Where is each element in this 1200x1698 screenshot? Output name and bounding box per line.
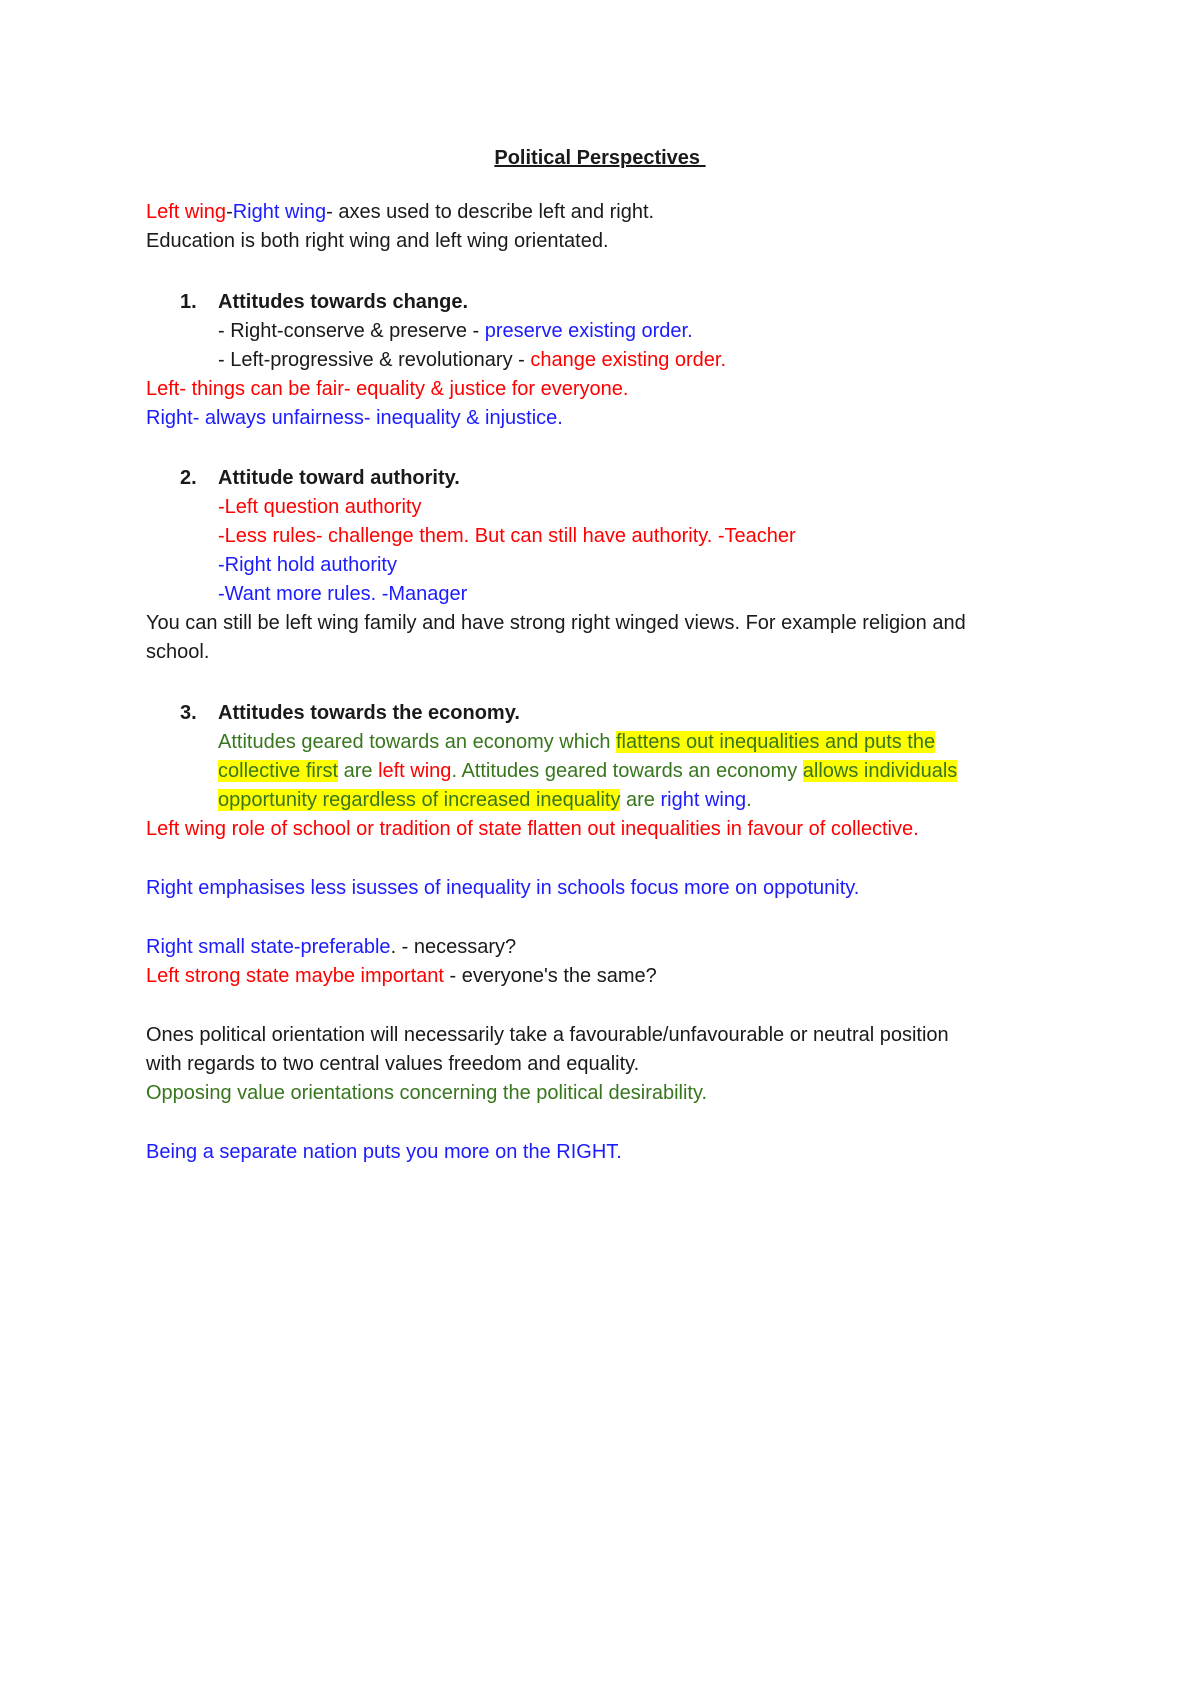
section-number: 3. [180,702,197,724]
left-wing-term: left wing [378,760,452,782]
dash-separator: - [226,201,233,223]
economy-line-3 [218,786,752,815]
section-number: 1. [180,291,197,313]
section-1-heading [180,288,468,317]
change-right-line [218,317,693,346]
change-left-line [218,346,726,375]
highlighted-text: allows individuals [802,760,958,782]
section-heading-text: Attitude toward authority. [218,467,460,489]
left-strong-state-line [146,962,657,991]
right-unfairness-line: Right- always unfairness- inequality & injustice. [146,407,563,429]
page-title: Political Perspectives [494,147,706,169]
economy-text: are [620,789,661,811]
economy-line-1 [218,728,935,757]
change-right-label: - Right-conserve & preserve - [218,320,485,342]
authority-paragraph-line-1: You can still be left wing family and have strong right winged views. For example religion and [146,612,966,634]
section-number: 2. [180,467,197,489]
economy-line-2 [218,757,957,786]
opposing-values-line: Opposing value orientations concerning the political desirability. [146,1082,708,1104]
question-text: - everyone's the same? [443,965,657,987]
authority-bullet-4: -Want more rules. -Manager [218,583,468,605]
authority-bullet-2: -Less rules- challenge them. But can still have authority. -Teacher [218,525,796,547]
right-small-state-text: Right small state-preferable [146,936,391,958]
economy-text: . [746,789,752,811]
authority-bullet-3: -Right hold authority [218,554,397,576]
highlighted-text: collective first [218,760,339,782]
section-heading-text: Attitudes towards change. [218,291,469,313]
highlighted-text: flattens out inequalities and puts the [616,731,936,753]
section-3-heading [180,699,520,728]
highlighted-text: opportunity regardless of increased inequality [218,789,621,811]
section-2-heading [180,464,460,493]
change-left-value: change existing order. [530,349,727,371]
left-role-line: Left wing role of school or tradition of state flatten out inequalities in favour of collective. [146,818,919,840]
right-wing-term: right wing [660,789,747,811]
change-right-value: preserve existing order. [484,320,693,342]
orientation-line-1: Ones political orientation will necessarily take a favourable/unfavourable or neutral position [146,1024,949,1046]
separate-nation-line: Being a separate nation puts you more on the RIGHT. [146,1141,622,1163]
right-small-state-line [146,933,516,962]
authority-paragraph-line-2: school. [146,641,210,663]
intro-line-2: Education is both right wing and left wing orientated. [146,230,609,252]
section-heading-text: Attitudes towards the economy. [218,702,520,724]
right-wing-term: Right wing [232,201,327,223]
intro-line-1 [146,198,654,227]
economy-text: Attitudes geared towards an economy which [218,731,616,753]
change-left-label: - Left-progressive & revolutionary - [218,349,531,371]
economy-text: . Attitudes geared towards an economy [451,760,803,782]
economy-text: are [338,760,379,782]
intro-text: - axes used to describe left and right. [326,201,655,223]
authority-bullet-1: -Left question authority [218,496,422,518]
question-text: . - necessary? [390,936,517,958]
right-emphasis-line: Right emphasises less isusses of inequality in schools focus more on oppotunity. [146,877,860,899]
left-fairness-line: Left- things can be fair- equality & justice for everyone. [146,378,629,400]
left-wing-term: Left wing [146,201,227,223]
left-strong-state-text: Left strong state maybe important [146,965,444,987]
orientation-line-2: with regards to two central values freedom and equality. [146,1053,640,1075]
